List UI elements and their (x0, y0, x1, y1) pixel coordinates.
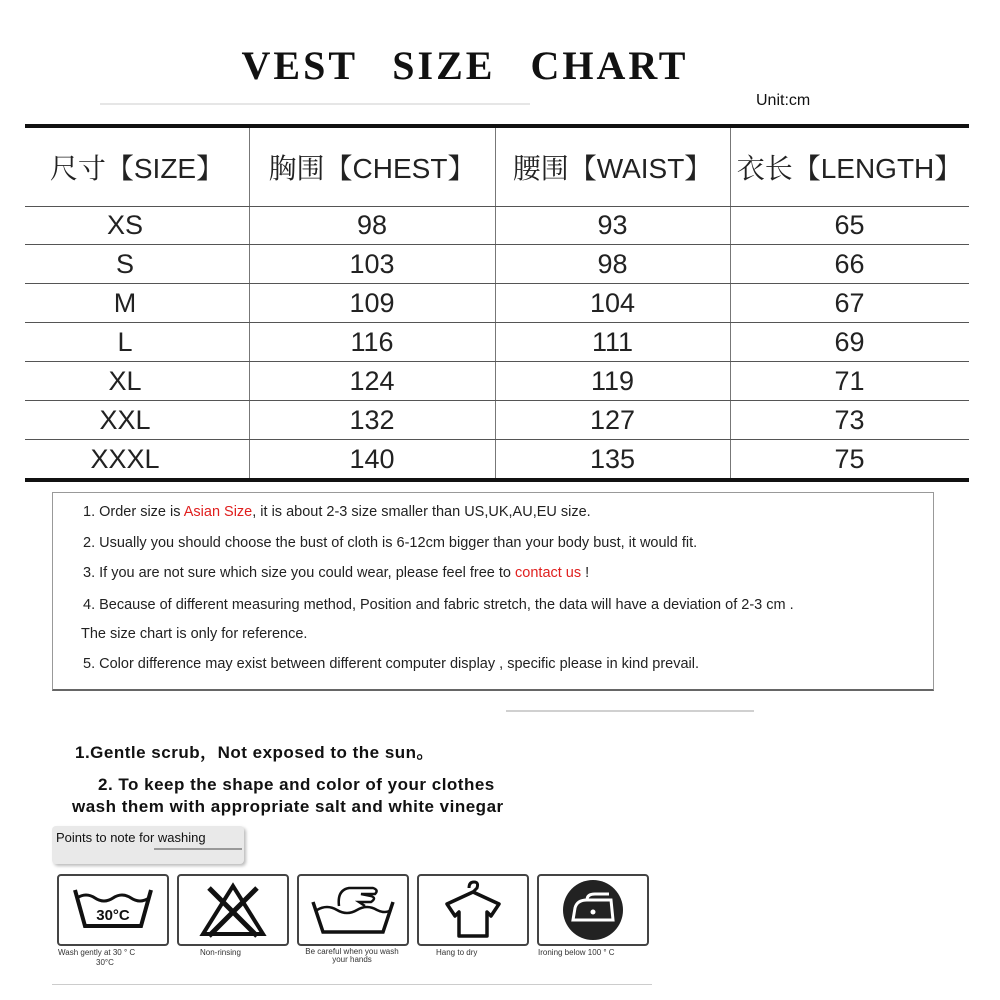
chest-cell: 132 (349, 404, 395, 435)
icon-caption: 30°C (96, 958, 114, 967)
length-cell: 73 (834, 404, 865, 435)
no-bleach-icon (177, 874, 289, 946)
size-cell: S (115, 248, 134, 279)
length-cell: 75 (834, 443, 865, 474)
table-row (25, 245, 969, 284)
header-waist: 腰围【WAIST】 (512, 153, 713, 184)
hand-wash-icon (297, 874, 409, 946)
icon-caption: Non-rinsing (200, 948, 241, 957)
washing-tip-2a: 2. To keep the shape and color of your clothes (98, 775, 495, 794)
table-row (25, 323, 969, 362)
title-underline (100, 103, 530, 105)
size-table (25, 124, 969, 482)
waist-cell: 127 (589, 404, 636, 435)
note-text: ! (581, 565, 590, 581)
icon-caption: Be careful when you wash your hands (305, 947, 399, 964)
note-5: 5. Color difference may exist between different computer display , specific please in kind prevail. (83, 656, 700, 672)
length-cell: 65 (834, 209, 865, 240)
icon-caption: Ironing below 100 ° C (538, 948, 615, 957)
length-cell: 67 (834, 287, 865, 318)
washing-tip-2b: wash them with appropriate salt and white vinegar (72, 797, 504, 816)
length-cell: 66 (834, 248, 865, 279)
asian-size-highlight: Asian Size (183, 504, 253, 520)
waist-cell: 104 (589, 287, 636, 318)
table-header-row (25, 128, 969, 207)
header-length: 衣长【LENGTH】 (736, 153, 963, 184)
length-cell: 71 (834, 365, 865, 396)
washing-notes-label: Points to note for washing (56, 830, 206, 845)
waist-cell: 93 (597, 209, 628, 240)
unit-label: Unit:cm (756, 92, 811, 109)
page-title: VEST SIZE CHART (241, 43, 689, 88)
length-cell: 69 (834, 326, 865, 357)
washing-notes-tag (52, 826, 244, 864)
chest-cell: 124 (349, 365, 395, 396)
header-size: 尺寸【SIZE】 (49, 153, 225, 184)
icon-caption: Wash gently at 30 ° C (58, 948, 136, 957)
size-cell: M (113, 287, 137, 318)
waist-cell: 111 (591, 326, 634, 357)
tag-underline (154, 848, 242, 850)
waist-cell: 98 (597, 248, 628, 279)
table-row (25, 206, 969, 245)
note-4: 4. Because of different measuring method, Position and fabric stretch, the data will have a deviation of 2-3 cm . (83, 597, 794, 613)
size-cell: XXL (99, 404, 151, 435)
waist-cell: 119 (590, 365, 635, 396)
iron-low-icon (537, 874, 649, 946)
note-4b: The size chart is only for reference. (81, 626, 308, 642)
divider (52, 984, 652, 985)
hang-dry-icon (417, 874, 529, 946)
table-row (25, 440, 969, 478)
chest-cell: 103 (349, 248, 395, 279)
size-cell: XS (106, 209, 144, 240)
size-cell: L (117, 326, 133, 357)
note-2: 2. Usually you should choose the bust of cloth is 6-12cm bigger than your body bust, it would fit. (83, 535, 698, 551)
chest-cell: 116 (350, 326, 394, 357)
table-row (25, 401, 969, 440)
table-row (25, 284, 969, 323)
icon-caption: Hang to dry (436, 948, 478, 957)
size-cell: XL (108, 365, 142, 396)
chest-cell: 98 (356, 209, 388, 240)
wash-30-icon (57, 874, 169, 946)
note-text: 1. Order size is (83, 504, 184, 520)
chest-cell: 109 (349, 287, 395, 318)
note-1 (83, 504, 591, 520)
wash-temp-text: 30°C (96, 907, 130, 924)
note-text: 3. If you are not sure which size you could wear, please feel free to (83, 565, 516, 581)
contact-us-link[interactable]: contact us (515, 565, 582, 581)
chest-cell: 140 (349, 443, 395, 474)
waist-cell: 135 (589, 443, 636, 474)
table-row (25, 362, 969, 401)
size-cell: XXXL (90, 443, 160, 474)
header-chest: 胸围【CHEST】 (268, 153, 476, 184)
washing-tip-1: 1.Gentle scrub，Not exposed to the sun。 (75, 743, 435, 762)
divider (506, 710, 754, 712)
size-notes-box (52, 492, 934, 691)
note-text: , it is about 2-3 size smaller than US,UK,AU,EU size. (252, 504, 591, 520)
note-3 (83, 565, 589, 581)
